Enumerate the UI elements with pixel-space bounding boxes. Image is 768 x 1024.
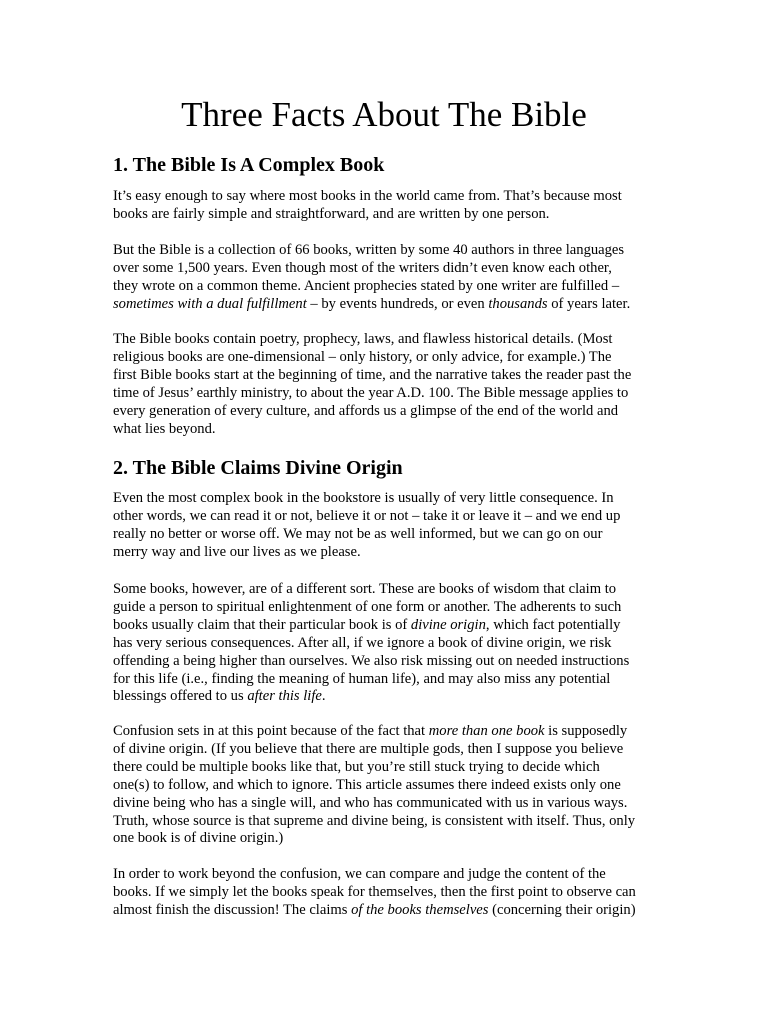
text-run: is supposedly	[544, 723, 628, 739]
text-run: Even the most complex book in the bookstore is usually of very little consequence. In	[113, 490, 614, 506]
paragraph	[113, 188, 683, 224]
text-run: It’s easy enough to say where most books in the world came from. That’s because most	[113, 188, 622, 204]
paragraph-line	[113, 902, 683, 920]
paragraph-line	[113, 671, 683, 689]
paragraph-line	[113, 830, 683, 848]
emphasis-text: more than one book	[428, 723, 545, 739]
text-run: they wrote on a common theme. Ancient prophecies stated by one writer are fulfilled –	[113, 277, 620, 294]
text-run: (concerning their origin)	[488, 901, 636, 918]
paragraph	[113, 331, 683, 438]
text-run: books usually claim that their particular book is of	[113, 616, 411, 633]
text-run: every generation of every culture, and affords us a glimpse of the end of the world and	[113, 402, 619, 419]
text-run: , which fact potentially	[485, 616, 621, 633]
text-run: almost finish the discussion! The claims	[113, 901, 352, 918]
document-title: Three Facts About The Bible	[181, 95, 587, 134]
paragraph-line	[113, 653, 683, 671]
text-run: Confusion sets in at this point because of the fact that	[113, 723, 429, 739]
text-run: religious books are one-dimensional – only history, or only advice, for example.) The	[113, 348, 612, 365]
text-run: over some 1,500 years. Even though most of the writers didn’t even know each other,	[113, 259, 612, 276]
emphasis-text: after this life	[247, 688, 322, 705]
paragraph	[113, 490, 683, 562]
text-run: offending a being higher than ourselves. We also risk missing out on needed instructions	[113, 652, 630, 669]
section-heading-1: 1. The Bible Is A Complex Book	[113, 154, 385, 176]
paragraph-line	[113, 278, 683, 296]
paragraph	[113, 866, 683, 920]
text-run: of years later.	[547, 295, 631, 312]
text-run: divine being who has a single will, and who has communicated with us in various ways.	[113, 794, 628, 811]
text-run: really no better or worse off. We may not be as well informed, but we can go on our	[113, 525, 603, 542]
text-run: .	[321, 688, 326, 705]
paragraph-line	[113, 759, 683, 777]
text-run: guide a person to spiritual enlightenment of one form or another. The adherents to such	[113, 598, 622, 615]
text-run: books. If we simply let the books speak for themselves, then the first point to observe can	[113, 883, 636, 900]
paragraph-line	[113, 331, 683, 349]
text-run: In order to work beyond the confusion, we can compare and judge the content of the	[113, 866, 606, 882]
paragraph-line	[113, 617, 683, 635]
paragraph-line	[113, 242, 683, 260]
text-run: merry way and live our lives as we please.	[113, 543, 361, 560]
paragraph-line	[113, 884, 683, 902]
paragraph-line	[113, 367, 683, 385]
text-run: But the Bible is a collection of 66 books, written by some 40 authors in three languages	[113, 242, 625, 258]
paragraph-line	[113, 260, 683, 278]
paragraph-line	[113, 866, 683, 884]
paragraph-line	[113, 813, 683, 831]
paragraph-line	[113, 526, 683, 544]
text-run: one book is of divine origin.)	[113, 830, 284, 847]
text-run: Some books, however, are of a different sort. These are books of wisdom that claim to	[113, 581, 617, 597]
emphasis-text: thousands	[488, 295, 548, 312]
emphasis-text: divine origin	[410, 616, 486, 633]
paragraph-line	[113, 723, 683, 741]
paragraph-line	[113, 508, 683, 526]
text-run: – by events hundreds, or even	[306, 295, 489, 312]
emphasis-text: of the books themselves	[351, 901, 489, 918]
paragraph-line	[113, 581, 683, 599]
text-run: time of Jesus’ earthly ministry, to about the year A.D. 100. The Bible message applies to	[113, 384, 629, 401]
paragraph	[113, 581, 683, 706]
paragraph-line	[113, 599, 683, 617]
paragraph-line	[113, 421, 683, 439]
paragraph-line	[113, 490, 683, 508]
text-run: has very serious consequences. After all, if we ignore a book of divine origin, we risk	[113, 634, 612, 651]
paragraph-line	[113, 635, 683, 653]
paragraph-line	[113, 296, 683, 314]
text-run: blessings offered to us	[113, 688, 248, 705]
paragraph-line	[113, 741, 683, 759]
emphasis-text: sometimes with a dual fulfillment	[113, 295, 307, 312]
paragraph-line	[113, 795, 683, 813]
paragraph-line	[113, 688, 683, 706]
paragraph-line	[113, 206, 683, 224]
text-run: Truth, whose source is that supreme and divine being, is consistent with itself. Thus, only	[113, 812, 636, 829]
paragraph	[113, 242, 683, 314]
text-run: of divine origin. (If you believe that there are multiple gods, then I suppose you believe	[113, 740, 624, 757]
paragraph-line	[113, 544, 683, 562]
text-run: what lies beyond.	[113, 420, 216, 437]
text-run: other words, we can read it or not, believe it or not – take it or leave it – and we end up	[113, 507, 621, 524]
paragraph-line	[113, 188, 683, 206]
text-run: The Bible books contain poetry, prophecy, laws, and flawless historical details. (Most	[113, 331, 613, 347]
paragraph-line	[113, 349, 683, 367]
text-run: there could be multiple books like that, but you’re still stuck trying to decide which	[113, 758, 600, 775]
paragraph-line	[113, 403, 683, 421]
paragraph-line	[113, 777, 683, 795]
text-run: books are fairly simple and straightforward, and are written by one person.	[113, 205, 550, 222]
text-run: for this life (i.e., finding the meaning of human life), and may also miss any potential	[113, 670, 611, 687]
section-heading-2: 2. The Bible Claims Divine Origin	[113, 457, 403, 479]
paragraph	[113, 723, 683, 848]
text-run: first Bible books start at the beginning of time, and the narrative takes the reader past the	[113, 366, 632, 383]
paragraph-line	[113, 385, 683, 403]
text-run: one(s) to follow, and which to ignore. This article assumes there indeed exists only one	[113, 776, 621, 793]
